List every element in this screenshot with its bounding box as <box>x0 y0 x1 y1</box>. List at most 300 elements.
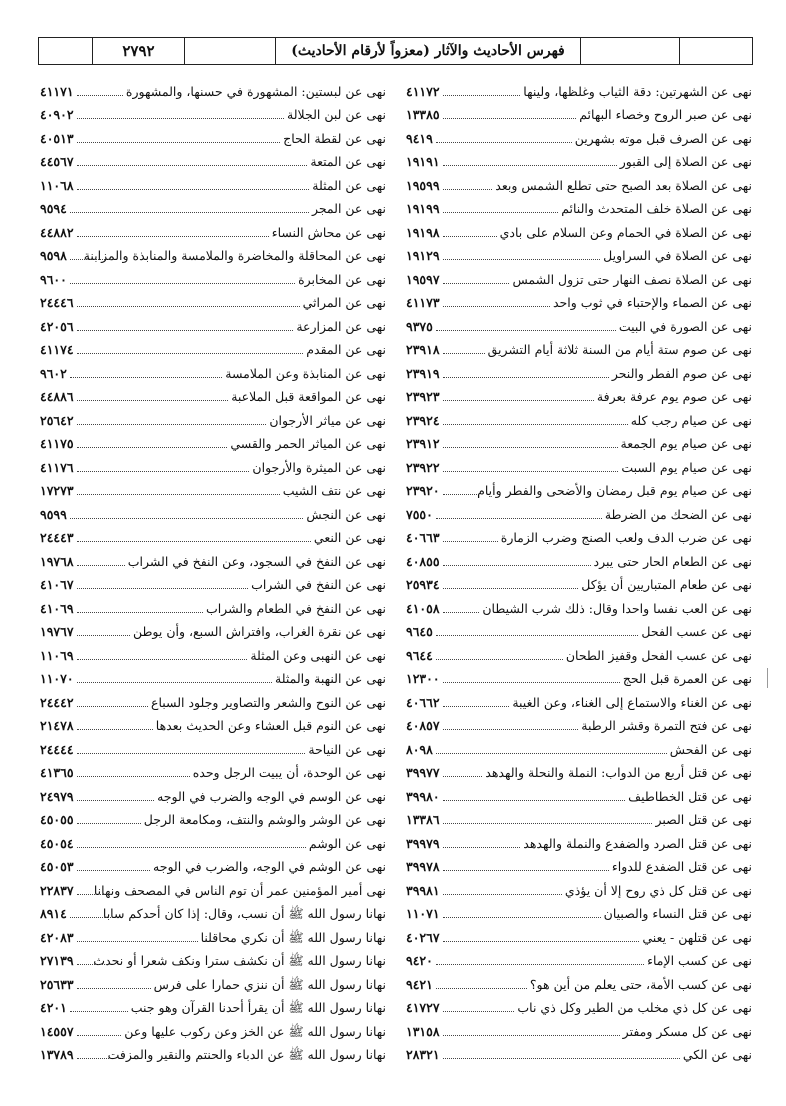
hadith-number: ٨٠٩٨ <box>406 741 433 757</box>
index-entry <box>40 499 386 523</box>
index-column-left <box>40 76 386 1086</box>
entry-text: نهى عن الضحك من الضرطة <box>604 506 752 522</box>
index-entry <box>40 452 386 476</box>
entry-text: نهى عن نتف الشيب <box>282 483 386 498</box>
entry-text: نهى عن قتل الصرد والضفدع والنملة والهدهد <box>523 835 752 851</box>
dot-leader <box>70 377 222 378</box>
hadith-number: ٣٩٩٨١ <box>406 882 440 898</box>
index-entry <box>40 687 386 711</box>
dot-leader <box>443 447 618 448</box>
index-entry <box>406 969 752 993</box>
dot-leader <box>443 565 591 566</box>
index-entry <box>406 311 752 335</box>
index-entry <box>406 523 752 547</box>
index-entry <box>40 288 386 312</box>
index-entry <box>40 476 386 500</box>
entry-text: نهى عن العمرة قبل الحج <box>622 671 752 686</box>
entry-text: نهى عن الوشم <box>308 835 386 851</box>
index-entry <box>406 100 752 124</box>
entry-text: نهى عن النوم قبل العشاء وعن الحديث بعدها <box>155 718 386 733</box>
dot-leader <box>70 259 111 260</box>
index-entry <box>406 241 752 265</box>
dot-leader <box>443 706 510 707</box>
entry-text: نهى عن الغناء والاستماع إلى الغناء، وعن الغيبة <box>512 694 752 710</box>
hadith-number: ١٣١٥٨ <box>406 1023 440 1039</box>
dot-leader <box>77 659 248 660</box>
index-entry <box>406 640 752 664</box>
index-entry <box>40 946 386 970</box>
index-entry <box>406 805 752 829</box>
entry-text: نهانا رسول الله ﷺ عن الدباء والحنتم والنقير والمزفت <box>107 1047 386 1062</box>
dot-leader <box>77 753 306 754</box>
entry-text: نهى عن الصلاة نصف النهار حتى تزول الشمس <box>512 271 752 287</box>
entry-text: نهى عن الصورة في البيت <box>618 318 752 334</box>
hadith-number: ٩٥٩٤ <box>40 201 67 216</box>
index-entry <box>40 852 386 876</box>
dot-leader <box>443 165 617 166</box>
index-entry <box>40 523 386 547</box>
dot-leader <box>77 588 248 589</box>
hadith-number: ٢٣٩١٩ <box>406 365 440 381</box>
dot-leader <box>443 306 550 307</box>
hadith-number: ٤٠٥١٣ <box>40 130 74 146</box>
dot-leader <box>443 870 609 871</box>
entry-text: نهى عن لقطة الحاج <box>283 130 386 146</box>
entry-text: نهى عن صيام يوم قبل رمضان والأضحى والفطر وأيام <box>477 483 752 498</box>
dot-leader <box>77 189 310 190</box>
index-entry <box>40 405 386 429</box>
hadith-number: ٤٢٠١ <box>40 1000 67 1015</box>
entry-text: نهى عن قتل كل ذي روح إلا أن يؤذي <box>564 882 752 898</box>
entry-text: نهى عن المحاقلة والمخاضرة والملامسة والمنابذة والمزابنة <box>83 248 386 263</box>
index-entry <box>406 617 752 641</box>
dot-leader <box>443 189 493 190</box>
entry-text: نهى عن الكي <box>682 1047 752 1062</box>
entry-text: نهى عن النهبى وعن المثلة <box>250 647 386 663</box>
index-entry <box>40 640 386 664</box>
entry-text: نهى عن لبستين: المشهورة في حسنها، والمشهورة <box>125 83 386 99</box>
dot-leader <box>77 306 300 307</box>
dot-leader <box>77 165 308 166</box>
entry-text: نهى عن صبر الروح وخصاء البهائم <box>579 107 752 122</box>
entry-text: نهى عن كسب الأمة، حتى يعلم من أين هو؟ <box>529 976 752 992</box>
dot-leader <box>70 518 304 519</box>
hadith-number: ١١٠٦٩ <box>40 647 74 663</box>
dot-leader <box>77 330 294 331</box>
dot-leader <box>436 964 644 965</box>
entry-text: نهى عن صوم ستة أيام من السنة ثلاثة أيام التشريق <box>487 342 752 357</box>
hadith-number: ٢٣٩١٨ <box>406 342 440 357</box>
hadith-number: ١٣٣٨٦ <box>406 812 440 827</box>
entry-text: نهى عن عسب الفحل وقفيز الطحان <box>565 647 752 663</box>
dot-leader <box>70 917 111 918</box>
index-entry <box>40 1040 386 1064</box>
dot-leader <box>77 941 198 942</box>
index-entry <box>406 946 752 970</box>
dot-leader <box>443 612 480 613</box>
entry-text: نهى عن قتل النساء والصبيان <box>603 906 752 921</box>
index-entry <box>40 570 386 594</box>
index-entry <box>40 805 386 829</box>
hadith-number: ١٤٥٥٧ <box>40 1023 74 1039</box>
hadith-number: ٢٥٩٣٤ <box>406 577 440 592</box>
hadith-number: ٩٥٩٩ <box>40 506 67 522</box>
index-entry <box>40 899 386 923</box>
dot-leader <box>443 729 579 730</box>
hadith-number: ٢٣٩٢٤ <box>406 412 440 428</box>
entry-text: نهى عن النياحة <box>308 741 386 757</box>
hadith-number: ٩٣٧٥ <box>406 318 433 334</box>
entry-text: نهى عن كل مسكر ومفتر <box>622 1023 752 1039</box>
index-entry <box>406 758 752 782</box>
hadith-number: ٢٤٤٤٦ <box>40 295 74 310</box>
entry-text: نهانا رسول الله ﷺ أن يقرأ أحدنا القرآن وهو جنب <box>130 1000 386 1015</box>
index-entry <box>406 358 752 382</box>
index-entry <box>406 664 752 688</box>
dot-leader <box>436 518 602 519</box>
entry-text: نهى عن الصلاة في الحمام وعن السلام على بادي <box>499 224 752 240</box>
hadith-number: ٧٥٥٠ <box>406 506 433 522</box>
entry-text: نهى عن الطعام الحار حتى يبرد <box>593 553 752 569</box>
hadith-number: ٢٥٦٤٢ <box>40 412 74 428</box>
hadith-number: ٢٤٤٤٣ <box>40 530 74 545</box>
hadith-number: ٤٥٠٥٤ <box>40 835 74 851</box>
dot-leader <box>443 377 609 378</box>
index-entry <box>40 123 386 147</box>
hadith-number: ٤١٠٦٩ <box>40 600 74 616</box>
hadith-number: ٤٤٥٦٧ <box>40 154 74 169</box>
entry-text: نهى عن طعام المتباريين أن يؤكل <box>581 577 752 592</box>
dot-leader <box>77 682 272 683</box>
dot-leader <box>77 706 148 707</box>
hadith-number: ١٩٧٦٨ <box>40 553 74 569</box>
dot-leader <box>77 541 311 542</box>
hadith-number: ٢٧١٣٩ <box>40 953 74 968</box>
hadith-number: ٣٩٩٧٧ <box>406 765 440 780</box>
index-entry <box>406 76 752 100</box>
index-entry <box>40 734 386 758</box>
dot-leader <box>436 142 572 143</box>
hadith-number: ٢١٤٧٨ <box>40 718 74 733</box>
hadith-number: ٤١١٧٥ <box>40 436 74 451</box>
hadith-number: ٢٤٤٤٤ <box>40 741 74 757</box>
dot-leader <box>436 635 639 636</box>
entry-text: نهى عن النفخ في الطعام والشراب <box>205 600 386 616</box>
index-entry <box>40 241 386 265</box>
hadith-number: ١٩١٢٩ <box>406 248 440 263</box>
dot-leader <box>443 400 594 401</box>
index-entry <box>406 781 752 805</box>
dot-leader <box>77 565 125 566</box>
entry-text: نهى عن نقرة الغراب، وافتراش السبع، وأن يوطن <box>132 624 386 639</box>
hadith-number: ٩٤٢١ <box>406 976 433 992</box>
entry-text: نهانا رسول الله ﷺ أن نكري محاقلنا <box>200 929 386 945</box>
dot-leader <box>443 776 483 777</box>
entry-text: نهى عن المخابرة <box>298 271 386 287</box>
index-entry <box>406 852 752 876</box>
index-entry <box>40 335 386 359</box>
dot-leader <box>443 894 562 895</box>
dot-leader <box>77 494 280 495</box>
dot-leader <box>443 494 477 495</box>
index-entry <box>40 264 386 288</box>
entry-text: نهى عن قتلهن - يعني <box>642 929 752 945</box>
hadith-number: ٤١٣٦٥ <box>40 765 74 780</box>
index-entry <box>406 429 752 453</box>
hadith-number: ١٩١٩٨ <box>406 224 440 240</box>
dot-leader <box>443 1011 515 1012</box>
dot-leader <box>77 800 154 801</box>
entry-text: نهانا رسول الله ﷺ أن نسب، وقال: إذا كان أحدكم سابا <box>102 906 386 921</box>
hadith-number: ٩٦٤٥ <box>406 624 433 639</box>
header-empty-cell <box>580 38 679 64</box>
index-entry <box>40 781 386 805</box>
entry-text: نهى عن الوشم في الوجه، والضرب في الوجه <box>153 859 386 874</box>
index-entry <box>40 922 386 946</box>
dot-leader <box>443 283 510 284</box>
hadith-number: ٩٤٢٠ <box>406 953 433 968</box>
hadith-number: ٨٩١٤ <box>40 906 67 921</box>
hadith-number: ٩٦٤٤ <box>406 647 433 663</box>
hadith-number: ٤٠٦٦٢ <box>406 694 440 710</box>
entry-text: نهى عن صيام يوم الجمعة <box>620 436 752 451</box>
hadith-number: ٤٠٦٦٣ <box>406 530 440 545</box>
hadith-number: ٢٥٦٣٣ <box>40 976 74 992</box>
index-entry <box>40 711 386 735</box>
index-entry <box>406 546 752 570</box>
index-entry <box>406 264 752 288</box>
dot-leader <box>443 118 577 119</box>
index-entry <box>40 993 386 1017</box>
hadith-number: ٢٣٩٢٣ <box>406 389 440 404</box>
dot-leader <box>70 283 295 284</box>
dot-leader <box>77 894 111 895</box>
hadith-number: ٤٠٨٥٧ <box>406 718 440 733</box>
entry-text: نهى عن قتل الضفدع للدواء <box>611 859 752 874</box>
index-entry <box>40 593 386 617</box>
index-entry <box>40 875 386 899</box>
index-entry <box>406 123 752 147</box>
hadith-number: ٤١٠٥٨ <box>406 600 440 616</box>
dot-leader <box>443 588 579 589</box>
hadith-number: ٤١٧٢٧ <box>406 1000 440 1015</box>
dot-leader <box>77 847 306 848</box>
hadith-number: ١١٠٧٠ <box>40 671 74 686</box>
dot-leader <box>443 95 521 96</box>
index-entry <box>40 100 386 124</box>
hadith-number: ٤٠٨٥٥ <box>406 553 440 569</box>
hadith-number: ٤٠٩٠٢ <box>40 107 74 122</box>
entry-text: نهى عن الوحدة، أن يبيت الرجل وحده <box>192 765 386 780</box>
index-entry <box>406 570 752 594</box>
index-entry <box>40 1016 386 1040</box>
index-entry <box>406 335 752 359</box>
dot-leader <box>443 471 619 472</box>
hadith-number: ٢٣٩٢٢ <box>406 459 440 475</box>
dot-leader <box>443 541 498 542</box>
dot-leader <box>443 847 521 848</box>
dot-leader <box>70 1011 128 1012</box>
dot-leader <box>436 988 527 989</box>
entry-text: نهى عن محاش النساء <box>271 224 386 240</box>
dot-leader <box>77 353 304 354</box>
index-entry <box>406 382 752 406</box>
entry-text: نهى عن العب نفسا واحدا وقال: ذلك شرب الشيطان <box>482 600 752 616</box>
dot-leader <box>443 823 653 824</box>
entry-text: نهى عن المتعة <box>310 154 386 169</box>
dot-leader <box>77 447 228 448</box>
entry-text: نهى عن المثلة <box>312 177 386 193</box>
hadith-number: ٢٤٤٤٢ <box>40 694 74 710</box>
hadith-number: ٩٦٠٢ <box>40 365 67 381</box>
index-entry <box>40 311 386 335</box>
index-entry <box>406 899 752 923</box>
hadith-number: ٤٠٢٦٧ <box>406 929 440 945</box>
hadith-number: ٢٤٩٧٩ <box>40 788 74 804</box>
index-entry <box>406 147 752 171</box>
dot-leader <box>77 142 281 143</box>
index-entry <box>406 687 752 711</box>
index-entry <box>406 288 752 312</box>
hadith-number: ٤٤٨٨٢ <box>40 224 74 240</box>
hadith-number: ٢٢٨٣٧ <box>40 882 74 898</box>
hadith-number: ٤١١٧٤ <box>40 342 74 357</box>
dot-leader <box>77 635 130 636</box>
dot-leader <box>77 823 141 824</box>
index-entry <box>406 1016 752 1040</box>
dot-leader <box>77 95 123 96</box>
index-entry <box>40 617 386 641</box>
entry-text: نهى عن مياثر الأرجوان <box>269 412 386 428</box>
entry-text: نهى عن صيام رجب كله <box>630 412 752 428</box>
index-columns <box>40 76 752 1086</box>
hadith-number: ١٩٥٩٧ <box>406 271 440 287</box>
dot-leader <box>443 424 628 425</box>
dot-leader <box>77 776 190 777</box>
dot-leader <box>443 917 601 918</box>
hadith-number: ٢٨٣٢١ <box>406 1047 440 1062</box>
hadith-number: ٤٥٠٥٥ <box>40 812 74 827</box>
entry-text: نهى عن الصماء والإحتباء في ثوب واحد <box>553 295 752 310</box>
dot-leader <box>77 236 269 237</box>
index-entry <box>40 546 386 570</box>
entry-text: نهى عن النفخ في السجود، وعن النفخ في الشراب <box>127 553 386 569</box>
dot-leader <box>77 471 250 472</box>
hadith-number: ٤٥٠٥٣ <box>40 859 74 874</box>
page-title: فهرس الأحاديث والآثار (معزواً لأرقام الأحاديث) <box>275 38 580 64</box>
hadith-number: ٣٩٩٧٩ <box>406 835 440 851</box>
hadith-number: ١٣٣٨٥ <box>406 107 440 122</box>
dot-leader <box>443 212 559 213</box>
index-entry <box>406 476 752 500</box>
entry-text: نهى عن الوسم في الوجه والضرب في الوجه <box>157 788 386 804</box>
entry-text: نهى عن المواقعة قبل الملاعبة <box>231 389 386 404</box>
page-header <box>38 37 753 65</box>
entry-text: نهانا رسول الله ﷺ عن الخز وعن ركوب عليها وعن <box>124 1023 386 1039</box>
hadith-number: ١٩٧٦٧ <box>40 624 74 639</box>
entry-text: نهى عن صوم الفطر والنحر <box>611 365 752 381</box>
dot-leader <box>77 988 151 989</box>
dot-leader <box>436 753 667 754</box>
index-entry <box>406 593 752 617</box>
index-column-right <box>406 76 752 1086</box>
entry-text: نهى عن الصلاة في السراويل <box>603 248 752 263</box>
index-entry <box>40 358 386 382</box>
entry-text: نهى عن كل ذي مخلب من الطير وكل ذي ناب <box>517 1000 752 1015</box>
entry-text: نهى عن الشهرتين: دقة الثياب وغلظها، ولينها <box>523 83 752 99</box>
dot-leader <box>443 800 626 801</box>
entry-text: نهانا رسول الله ﷺ أن ننزي حمارا على فرس <box>153 976 386 992</box>
index-entry <box>40 758 386 782</box>
entry-text: نهى عن النجش <box>306 506 386 522</box>
header-empty-cell <box>184 38 275 64</box>
index-entry <box>40 194 386 218</box>
dot-leader <box>443 236 497 237</box>
header-empty-cell <box>679 38 752 64</box>
dot-leader <box>77 870 150 871</box>
index-entry <box>40 217 386 241</box>
hadith-number: ١١٠٦٨ <box>40 177 74 193</box>
header-empty-cell <box>39 38 92 64</box>
entry-text: نهى عن الفحش <box>669 741 752 757</box>
hadith-number: ١٩١٩٩ <box>406 201 440 216</box>
entry-text: نهى عن ضرب الدف ولعب الصنج وضرب الزمارة <box>500 530 752 545</box>
index-entry <box>40 382 386 406</box>
entry-text: نهى عن النعي <box>313 530 386 545</box>
index-entry <box>406 734 752 758</box>
dot-leader <box>443 682 620 683</box>
entry-text: نهى عن الوشر والوشم والنتف، ومكامعة الرجل <box>143 812 386 827</box>
hadith-number: ٤٤٨٨٦ <box>40 389 74 404</box>
index-entry <box>40 664 386 688</box>
dot-leader <box>70 212 309 213</box>
entry-text: نهى عن المزارعة <box>296 318 386 334</box>
index-entry <box>40 429 386 453</box>
entry-text: نهى عن الصلاة بعد الصبح حتى تطلع الشمس وبعد <box>495 177 752 193</box>
hadith-number: ٣٩٩٧٨ <box>406 859 440 874</box>
dot-leader <box>77 1035 122 1036</box>
entry-text: نهى عن صوم يوم عرفة بعرفة <box>596 389 752 404</box>
entry-text: نهى عن قتل الصبر <box>655 812 752 827</box>
index-entry <box>40 147 386 171</box>
dot-leader <box>77 400 229 401</box>
entry-text: نهى عن النفخ في الشراب <box>251 577 386 592</box>
index-entry <box>406 1040 752 1064</box>
entry-text: نهى عن النهبة والمثلة <box>275 671 386 686</box>
entry-text: نهى أمير المؤمنين عمر أن توم الناس في المصحف ونهانا <box>93 882 386 898</box>
hadith-number: ٣٩٩٨٠ <box>406 788 440 804</box>
entry-text: نهى عن المياثر الحمر والقسي <box>230 436 386 451</box>
index-entry <box>406 217 752 241</box>
hadith-number: ١٢٣٠٠ <box>406 671 440 686</box>
hadith-number: ٤٢٠٥٦ <box>40 318 74 334</box>
index-entry <box>406 711 752 735</box>
index-entry <box>406 405 752 429</box>
entry-text: نهى عن عسب الفحل <box>641 624 752 639</box>
index-entry <box>406 993 752 1017</box>
hadith-number: ٢٣٩٢٠ <box>406 483 440 498</box>
hadith-number: ٤١١٧١ <box>40 83 74 99</box>
index-entry <box>406 922 752 946</box>
dot-leader <box>436 659 563 660</box>
entry-text: نهى عن قتل الخطاطيف <box>628 788 752 804</box>
index-entry <box>40 828 386 852</box>
dot-leader <box>77 118 284 119</box>
index-entry <box>406 170 752 194</box>
dot-leader <box>443 1058 680 1059</box>
entry-text: نهى عن النوح والشعر والتصاوير وجلود السباع <box>151 694 386 710</box>
hadith-number: ٤١١٧٢ <box>406 83 440 99</box>
